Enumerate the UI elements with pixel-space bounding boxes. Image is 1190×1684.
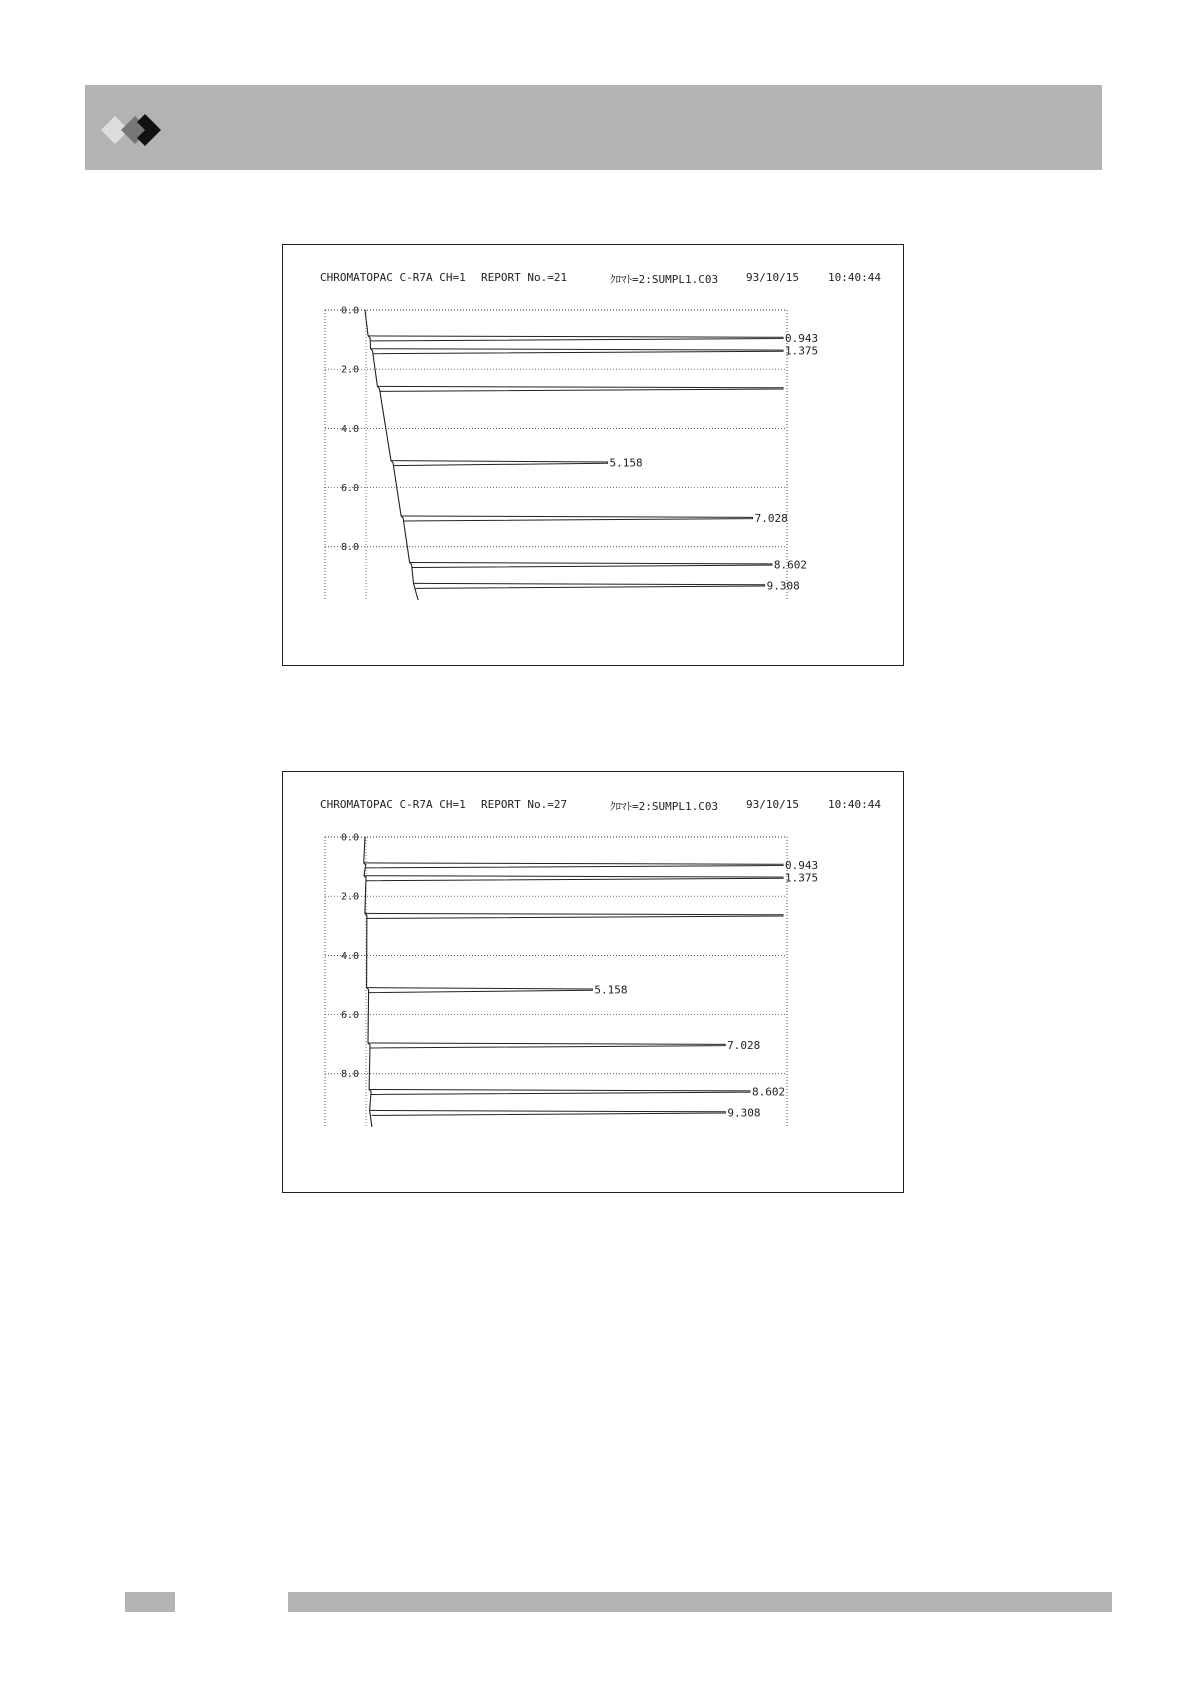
file-name: ｸﾛﾏﾄ=2:SUMPL1.C03: [610, 800, 719, 813]
peak-mark: [410, 563, 772, 568]
peak-mark: [391, 461, 608, 466]
tick-label: 4.0: [340, 950, 359, 962]
peak-label: 1.375: [785, 344, 819, 358]
peak-label: 0.943: [785, 858, 819, 872]
tick-label: 8.0: [340, 542, 359, 554]
tick-label: 4.0: [340, 423, 359, 435]
tick-label: 2.0: [340, 364, 359, 376]
peak-mark: [368, 336, 783, 341]
peak-mark: [401, 516, 752, 521]
tick-label: 6.0: [340, 483, 359, 495]
report-time: 10:40:44: [828, 271, 881, 284]
peak-mark: [414, 583, 765, 588]
peak-label: 1.375: [785, 871, 819, 885]
tick-label: 6.0: [340, 1010, 359, 1022]
instrument-label: CHROMATOPAC C-R7A CH=1: [320, 271, 466, 284]
peak-label: 7.028: [754, 511, 788, 525]
peak-mark: [377, 386, 783, 391]
report-time: 10:40:44: [828, 798, 881, 811]
report-number: REPORT No.=21: [481, 271, 568, 284]
report-date: 93/10/15: [746, 798, 799, 811]
peak-label: 8.602: [773, 558, 807, 572]
peak-mark: [371, 349, 784, 354]
instrument-label: CHROMATOPAC C-R7A CH=1: [320, 798, 466, 811]
tick-label: 0.0: [340, 832, 359, 844]
tick-label: 2.0: [340, 891, 359, 903]
footer-bar: [288, 1592, 1112, 1612]
peak-mark: [367, 988, 593, 993]
peak-label: 5.158: [594, 983, 628, 997]
chromatogram-figure: [282, 771, 904, 1193]
peak-mark: [364, 863, 783, 868]
peak-mark: [369, 1090, 750, 1095]
peak-label: 9.308: [727, 1106, 761, 1120]
peak-label: 0.943: [785, 331, 819, 345]
peak-label: 7.028: [727, 1038, 761, 1052]
peak-label: 9.308: [766, 579, 800, 593]
chromatogram-figure: [282, 244, 904, 666]
file-name: ｸﾛﾏﾄ=2:SUMPL1.C03: [610, 273, 719, 286]
peak-mark: [368, 1043, 725, 1048]
peak-mark: [365, 913, 783, 918]
header-band: [85, 85, 1102, 170]
tick-label: 0.0: [340, 305, 359, 317]
report-date: 93/10/15: [746, 271, 799, 284]
peak-label: 8.602: [752, 1085, 786, 1099]
tick-label: 8.0: [340, 1069, 359, 1081]
chromatogram-plot: [283, 772, 903, 1192]
peak-mark: [370, 1110, 726, 1115]
peak-mark: [364, 876, 783, 881]
footer-page-box: [125, 1592, 175, 1612]
report-number: REPORT No.=27: [481, 798, 568, 811]
chromatogram-plot: [283, 245, 903, 665]
peak-label: 5.158: [609, 456, 643, 470]
three-diamond-arrow-icon: [99, 112, 169, 148]
